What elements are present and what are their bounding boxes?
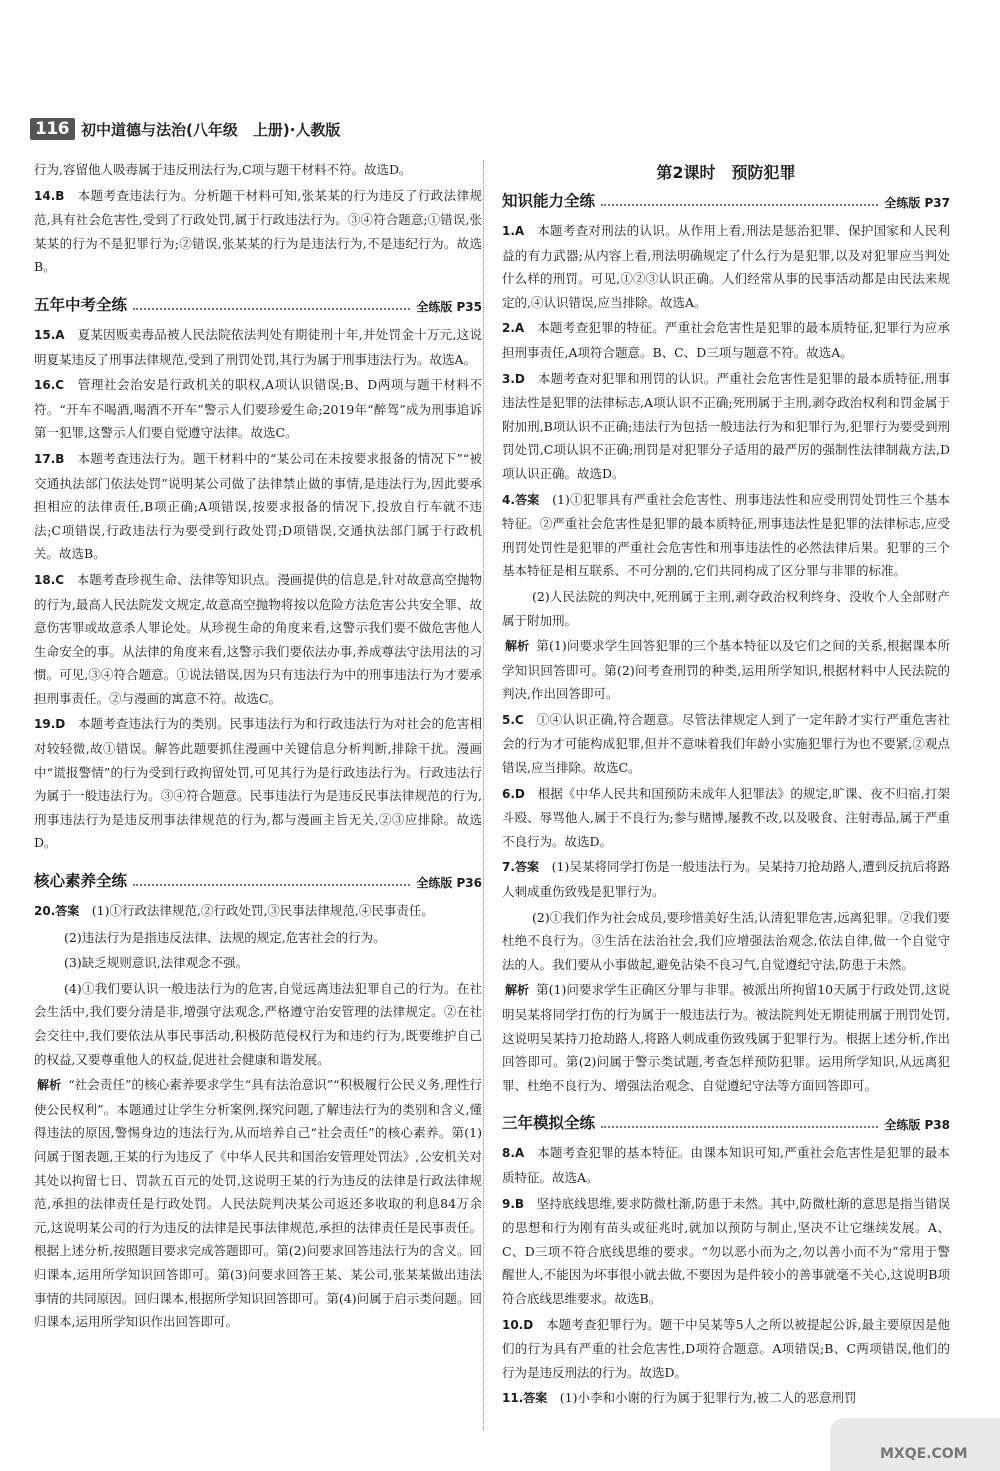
answer-item bbox=[502, 782, 950, 854]
answer-paragraph: (3)缺乏规则意识,法律观念不强。 bbox=[64, 955, 249, 971]
section-reference: 全练版 P37 bbox=[884, 196, 950, 210]
answer-item bbox=[502, 1192, 950, 1311]
answer-text: (1)①犯罪具有严重社会危害性、刑事违法性和应受刑罚处罚性三个基本特征。②严重社会危害性是犯罪的最本质特征,刑事违法性是犯罪的法律标志,应受刑罚处罚性是犯罪的严重社会危害性和刑事违法性的必然法律后果。犯罪的三个基本特征是相互联系、不可分割的,它们共同构成了区分罪与非罪的标准。 bbox=[502, 491, 950, 579]
answer-item bbox=[34, 447, 482, 566]
section-header bbox=[34, 869, 482, 891]
answer-text: 本题考查违法行为。题干材料中的“某公司在未按要求报备的情况下”“被交通执法部门依法处罚”说明某公司做了法律禁止做的事情,是违法行为,因此要承担相应的法律责任,B项正确;A项错误,按要求报备的情况下,投放自行车就不违法;C项错误,行政违法行为要受到行政处罚;D项错误,交通执法部门属于行政机关。故选B。 bbox=[34, 450, 482, 562]
answer-text: 管理社会治安是行政机关的职权,A项认识错误;B、D两项与题干材料不符。“开车不喝酒,喝酒不开车”警示人们要珍爱生命;2019年“醉驾”成为刑事追诉第一犯罪,这警示人们要自觉遵守法律。故选C。 bbox=[34, 377, 482, 441]
answer-item bbox=[502, 219, 950, 314]
answer-item bbox=[502, 1313, 950, 1385]
answer-item bbox=[502, 1141, 950, 1189]
answer-number: 15.A bbox=[34, 327, 65, 342]
analysis-text: 第(1)问要求学生回答犯罪的三个基本特征以及它们之间的关系,根据课本所学知识回答即可。第(2)问考查刑罚的种类,运用所学知识,根据材料中人民法院的判决,作出回答即可。 bbox=[502, 638, 950, 702]
dotted-rule bbox=[133, 884, 410, 886]
answer-item bbox=[502, 855, 950, 903]
column-divider bbox=[483, 160, 484, 1430]
section-title: 核心素养全练 bbox=[34, 872, 128, 891]
answer-number: 8.A bbox=[502, 1146, 525, 1161]
answer-item bbox=[34, 899, 482, 924]
answer-item bbox=[34, 323, 482, 371]
left-column bbox=[34, 158, 482, 1336]
dotted-rule bbox=[601, 204, 878, 206]
analysis-paragraph bbox=[502, 978, 950, 1097]
answer-number: 18.C bbox=[34, 572, 65, 587]
page-header bbox=[30, 118, 340, 140]
section-header bbox=[502, 189, 950, 211]
section-header bbox=[502, 1111, 950, 1133]
answer-text: 本题考查对刑法的认识。从作用上看,刑法是惩治犯罪、保护国家和人民利益的有力武器;从内容上看,刑法明确规定了什么行为是犯罪,以及对犯罪应当判处什么样的刑罚。可见,①②③认识正确。人们经常从事的民事活动都是由民法来规定的,④认识错误,应当排除。故选A。 bbox=[502, 223, 950, 310]
answer-paragraph: (4)①我们要认识一般违法行为的危害,自觉远离违法犯罪自己的行为。在社会生活中,我们要分清是非,增强守法观念,严格遵守治安管理的法律规定。②在社会交往中,我们要依法从事民事活动,积极防范侵权行为和违约行为,既要维护自己的权益,又要尊重他人的权益,促进社会健康和谐发展。 bbox=[34, 980, 482, 1067]
answer-number: 10.D bbox=[502, 1317, 534, 1332]
answer-item bbox=[502, 488, 950, 583]
answer-paragraph: (2)人民法院的判决中,死刑属于主刑,剥夺政治权利终身、没收个人全部财产属于附加刑。 bbox=[502, 588, 950, 628]
section-title: 五年中考全练 bbox=[34, 295, 128, 314]
answer-number: 2.A bbox=[502, 321, 525, 336]
answer-number: 17.B bbox=[34, 451, 65, 466]
answer-number: 3.D bbox=[502, 371, 525, 386]
section-reference: 全练版 P36 bbox=[416, 876, 482, 891]
answer-text: 本题考查犯罪的基本特征。由课本知识可知,严重社会危害性是犯罪的最本质特征。故选A。 bbox=[502, 1145, 950, 1185]
answer-text: (1)①行政法律规范,②行政处罚,③民事法律规范,④民事责任。 bbox=[91, 903, 434, 919]
watermark-text: MXQE.COM bbox=[880, 1446, 968, 1462]
section-reference: 全练版 P35 bbox=[416, 299, 482, 314]
answer-paragraph: (2)①我们作为社会成员,要珍惜美好生活,认清犯罪危害,远离犯罪。②我们要杜绝不良行为。③生活在法治社会,我们应增强法治观念,依法自律,做一个自觉守法的人。我们要从小事做起,避免沾染不良习气,自觉遵纪守法,防患于未然。 bbox=[502, 909, 950, 972]
section-reference: 全练版 P38 bbox=[884, 1118, 950, 1133]
answer-text: 本题考查违法行为。分析题干材料可知,张某某的行为违反了行政法律规范,具有社会危害性,受到了行政处罚,属于行政违法行为。③④符合题意;①错误,张某某的行为不是犯罪行为;②错误,张某某的行为是违法行为,不是违纪行为。故选B。 bbox=[34, 187, 482, 275]
page-number: 116 bbox=[30, 118, 75, 140]
answer-item bbox=[34, 568, 482, 711]
section-title: 三年模拟全练 bbox=[502, 1114, 596, 1133]
answer-number: 16.C bbox=[34, 378, 65, 393]
book-title: 初中道德与法治(八年级 上册)·人教版 bbox=[81, 120, 341, 139]
analysis-text: 第(1)问要求学生正确区分罪与非罪。被派出所拘留10天属于行政处罚,这说明吴某将同学打伤的行为属于一般违法行为。被法院判处无期徒刑属于刑罚处罚,这说明吴某持刀抢劫路人,将路人刺成重伤致残属于犯罪行为。根据上述分析,作出回答即可。第(2)问属于警示类试题,考查怎样预防犯罪。运用所学知识,从远离犯罪、杜绝不良行为、增强法治观念、自觉遵纪守法等方面回答即可。 bbox=[502, 982, 950, 1093]
answer-number: 9.B bbox=[502, 1196, 525, 1211]
answer-item bbox=[34, 373, 482, 445]
analysis-label: 解析 bbox=[505, 983, 530, 998]
answer-text: 夏某因贩卖毒品被人民法院依法判处有期徒刑十年,并处罚金十万元,这说明夏某违反了刑事法律规范,受到了刑罚处罚,其行为属于刑事违法行为。故选A。 bbox=[34, 326, 482, 367]
analysis-text: “社会责任”的核心素养要求学生“具有法治意识”“积极履行公民义务,理性行使公民权利”。本题通过让学生分析案例,探究问题,了解违法行为的类别和含义,懂得违法的原因,警惕身边的违法行为,从而培养自己“社会责任”的核心素养。第(1)问属于图表题,王某的行为违反了《中华人民共和国治安管理处罚法》,公安机关对其处以拘留七日、罚款五百元的处罚,这说明王某的行为违反的法律是行政法律规范,承担的法律责任是行政处罚。人民法院判决某公司返还多收取的利息84万余元,这说明某公司的行为违反的法律是民事法律规范,承担的法律责任是民事责任。根据上述分析,按照题目要求完成答题即可。第(2)问要求回答违法行为的含义。回归课本,运用所学知识回答即可。第(3)问要求回答王某、某公司,张某某做出违法事情的共同原因。回归课本,根据所学知识回答即可。第(4)问属于启示类问题。回归课本,运用所学知识作出回答即可。 bbox=[34, 1077, 482, 1330]
answer-number: 14.B bbox=[34, 188, 65, 203]
analysis-paragraph bbox=[34, 1073, 482, 1334]
analysis-paragraph bbox=[502, 634, 950, 706]
answer-text: 本题考查犯罪的特征。严重社会危害性是犯罪的最本质特征,犯罪行为应承担刑事责任,A项符合题意。B、C、D三项与题意不符。故选A。 bbox=[502, 320, 950, 360]
answer-number: 5.C bbox=[502, 712, 524, 727]
answer-item bbox=[34, 184, 482, 279]
answer-text: 本题考查珍视生命、法律等知识点。漫画提供的信息是,针对故意高空抛物的行为,最高人民法院发文规定,故意高空抛物将按以危险方法危害公共安全罪、故意伤害罪或故意杀人罪论处。从珍视生命的角度来看,这警示我们要不做危害他人生命安全的事。从法律的角度来看,这警示我们要依法办事,养成尊法守法用法的习惯。可见,③④符合题意。①说法错误,因为只有违法行为中的刑事违法行为才要承担刑事责任。②与漫画的寓意不符。故选C。 bbox=[34, 571, 482, 706]
answer-item bbox=[502, 367, 950, 486]
answer-number: 4.答案 bbox=[502, 492, 540, 507]
section-title: 知识能力全练 bbox=[502, 192, 596, 210]
right-column bbox=[502, 158, 950, 1413]
answer-item bbox=[34, 712, 482, 855]
answer-number: 19.D bbox=[34, 717, 66, 732]
dotted-rule bbox=[601, 1126, 878, 1128]
answer-text: (1)吴某将同学打伤是一般违法行为。吴某持刀抢劫路人,遭到反抗后将路人刺成重伤致残是犯罪行为。 bbox=[502, 859, 950, 900]
continued-text: 行为,容留他人吸毒属于违反刑法行为,C项与题干材料不符。故选D。 bbox=[34, 162, 412, 177]
answer-number: 7.答案 bbox=[502, 860, 540, 875]
answer-text: 本题考查违法行为的类别。民事违法行为和行政违法行为对社会的危害相对较轻微,故①错误。解答此题要抓住漫画中关键信息分析判断,排除干扰。漫画中“谎报警情”的行为受到行政拘留处罚,可见其行为是行政违法行为。行政违法行为属于一般违法行为。③④符合题意。民事违法行为是违反民事法律规范的行为,刑事违法行为是违反刑事法律规范的行为,都与漫画主旨无关,②③应排除。故选D。 bbox=[34, 716, 482, 851]
answer-text: (1)小李和小谢的行为属于犯罪行为,被二人的恶意刑罚 bbox=[559, 1390, 857, 1406]
dotted-rule bbox=[133, 308, 410, 310]
answer-number: 11.答案 bbox=[502, 1391, 548, 1406]
answer-number: 6.D bbox=[502, 786, 525, 801]
analysis-label: 解析 bbox=[505, 639, 530, 654]
answer-text: 本题考查对犯罪和刑罚的认识。严重社会危害性是犯罪的最本质特征,刑事违法性是犯罪的法律标志,A项认识不正确;死刑属于主刑,剥夺政治权利和罚金属于附加刑,B项认识不正确;违法行为包括一般违法行为和犯罪行为,犯罪行为要受到刑罚处罚,C项认识不正确;刑罚是对犯罪分子适用的最严厉的强制性法律制裁方法,D项认识正确。故选D。 bbox=[502, 370, 950, 481]
answer-item bbox=[502, 1386, 950, 1411]
answer-item bbox=[502, 708, 950, 780]
answer-text: ①④认识正确,符合题意。尽管法律规定人到了一定年龄才实行严重危害社会的行为才可能构成犯罪,但并不意味着我们年龄小实施犯罪行为也不要紧,②观点错误,应当排除。故选C。 bbox=[502, 711, 950, 776]
answer-number: 1.A bbox=[502, 224, 525, 238]
analysis-label: 解析 bbox=[37, 1078, 62, 1093]
answer-number: 20.答案 bbox=[34, 904, 80, 919]
answer-text: 本题考查犯罪行为。题干中吴某等5人之所以被提起公诉,最主要原因是他们的行为具有严重的社会危害性,D项符合题意。A项错误;B、C两项错误,他们的行为是违反刑法的行为。故选D。 bbox=[502, 1316, 950, 1380]
answer-item bbox=[502, 316, 950, 364]
watermark-logo bbox=[830, 1418, 1000, 1471]
section-header bbox=[34, 293, 482, 315]
answer-paragraph: (2)违法行为是指违反法律、法规的规定,危害社会的行为。 bbox=[64, 929, 386, 945]
answer-text: 根据《中华人民共和国预防未成年人犯罪法》的规定,旷课、夜不归宿,打架斗殴、辱骂他人,属于不良行为;参与赌博,屡教不改,以及吸食、注射毒品,属于严重不良行为。故选D。 bbox=[502, 785, 950, 849]
lesson-title: 第2课时 预防犯罪 bbox=[656, 163, 796, 182]
answer-text: 坚持底线思维,要求防微杜渐,防患于未然。其中,防微杜渐的意思是指当错误的思想和行为刚有苗头或征兆时,就加以预防与制止,坚决不让它继续发展。A、C、D三项不符合底线思维的要求。“勿以恶小而为之,勿以善小而不为”常用于警醒世人,不能因为坏事很小就去做,不要因为是件较小的善事就毫不关心,这说明B项符合底线思维要求。故选B。 bbox=[502, 1195, 950, 1306]
